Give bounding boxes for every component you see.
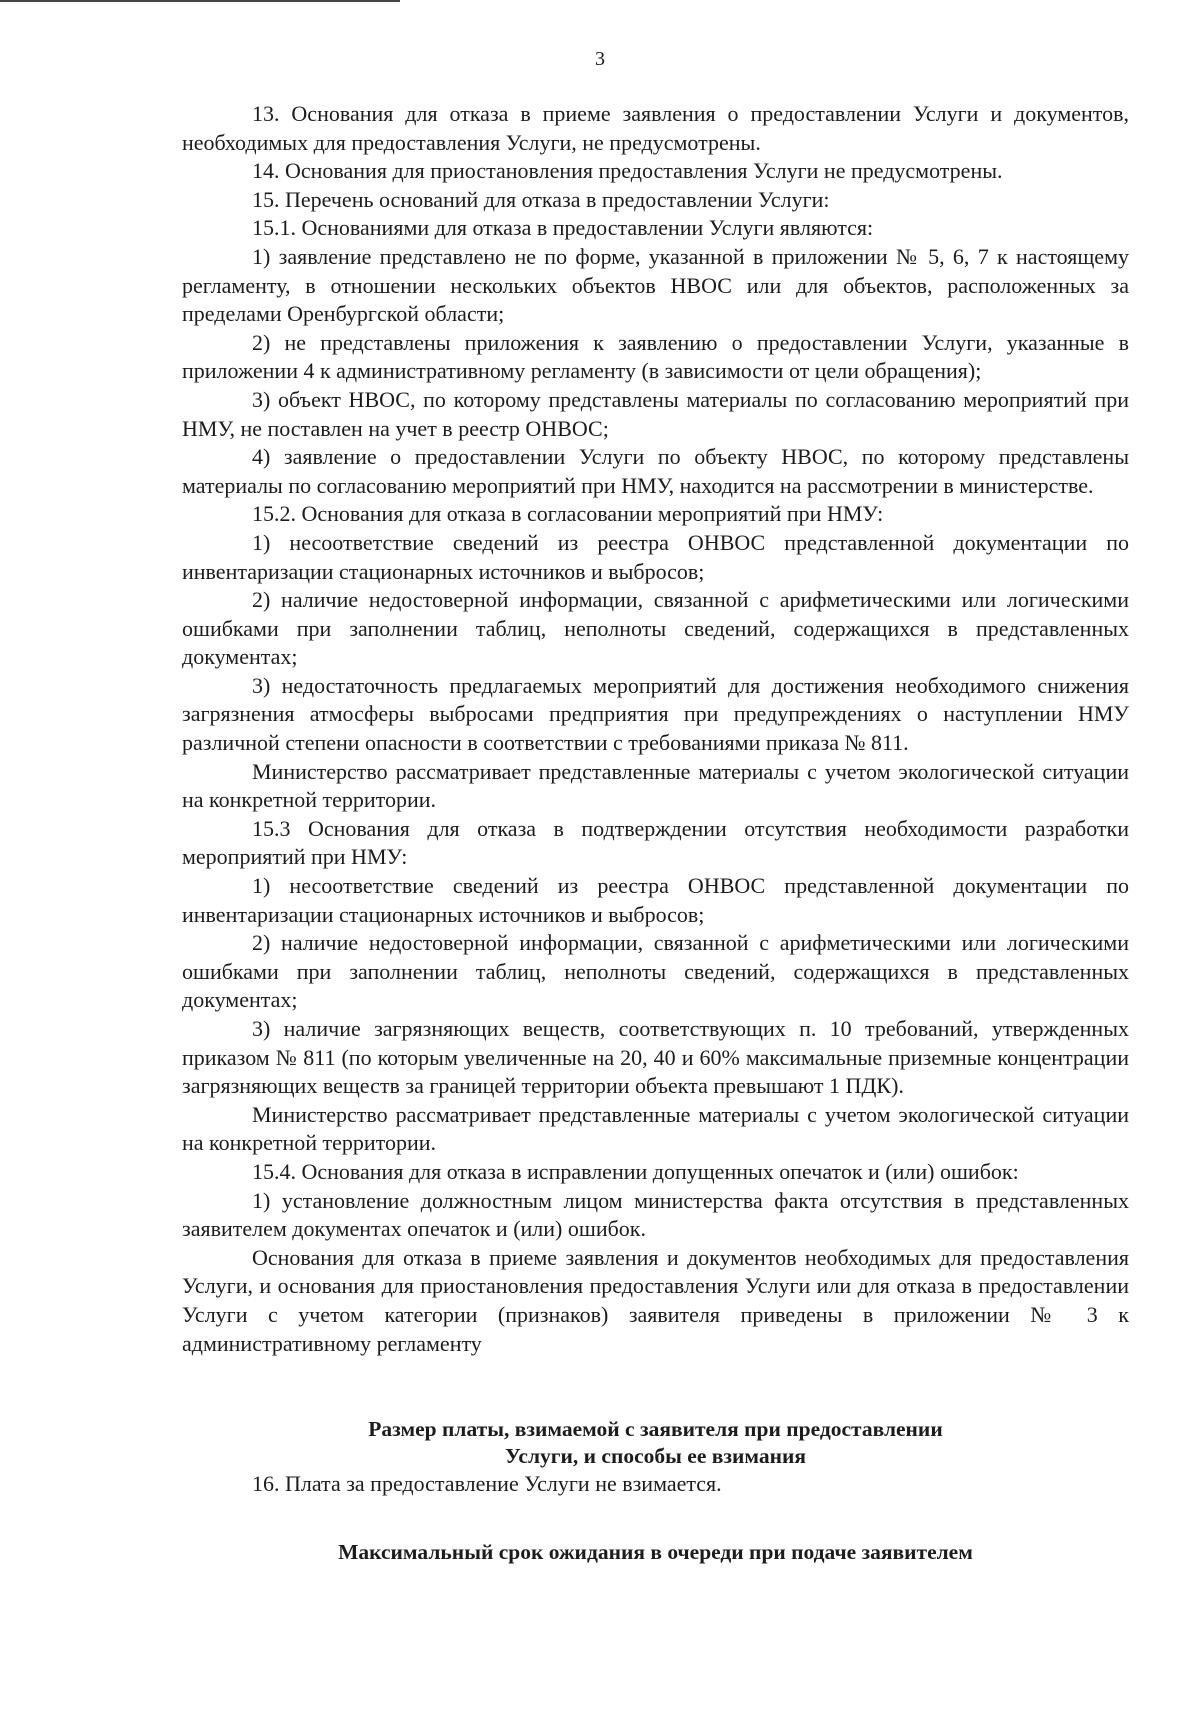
paragraph-16: 16. Плата за предоставление Услуги не взимается. xyxy=(252,1471,722,1497)
paragraph-15-3-item-3: 3) наличие загрязняющих веществ, соответствующих п. 10 требований, утвержденных приказом № 811 (по которым увеличенные на 20, 40 и 60% максимальные приземные концентрации загрязняющих веществ за границей территории объекта превышают 1 ПДК). xyxy=(182,1016,1129,1099)
paragraph-15-1-item-3: 3) объект НВОС, по которому представлены материалы по согласованию мероприятий при НМУ, не поставлен на учет в реестр ОНВОС; xyxy=(182,386,1129,441)
paragraph-15-2-item-3: 3) недостаточность предлагаемых мероприятий для достижения необходимого снижения загрязнения атмосферы выбросами предприятия при предупреждениях о наступлении НМУ различной степени опасности в соответствии с требованиями приказа № 811. xyxy=(182,672,1129,756)
paragraph-15-4: 15.4. Основания для отказа в исправлении допущенных опечаток и (или) ошибок: xyxy=(252,1158,1019,1184)
paragraph-13: 13. Основания для отказа в приеме заявления о предоставлении Услуги и документов, необходимых для предоставления Услуги, не предусмотрены. xyxy=(182,101,1129,155)
paragraph-15-3-item-2: 2) наличие недостоверной информации, связанной с арифметическими или логическими ошибками при заполнении таблиц, неполноты сведений, содержащихся в представленных документах; xyxy=(182,930,1129,1013)
paragraph-ministry-note-2: Министерство рассматривает представленные материалы с учетом экологической ситуации на конкретной территории. xyxy=(182,1101,1129,1156)
top-rule xyxy=(0,0,400,2)
page-number: 3 xyxy=(595,48,605,70)
paragraph-14: 14. Основания для приостановления предоставления Услуги не предусмотрены. xyxy=(252,158,1003,184)
paragraph-15-2: 15.2. Основания для отказа в согласовании мероприятий при НМУ: xyxy=(252,501,884,527)
paragraph-15-2-item-2: 2) наличие недостоверной информации, связанной с арифметическими или логическими ошибками при заполнении таблиц, неполноты сведений, содержащихся в представленных документах; xyxy=(182,587,1129,670)
fee-heading-line-2: Услуги, и способы ее взимания xyxy=(504,1444,807,1469)
fee-heading-line-1: Размер платы, взимаемой с заявителя при предоставлении xyxy=(368,1417,943,1442)
paragraph-15-1-item-4: 4) заявление о предоставлении Услуги по объекту НВОС, по которому представлены материалы по согласованию мероприятий при НМУ, находится на рассмотрении в министерстве. xyxy=(182,444,1129,498)
paragraph-15-4-item-1: 1) установление должностным лицом министерства факта отсутствия в представленных заявителем документах опечаток и (или) ошибок. xyxy=(182,1187,1129,1242)
document-body xyxy=(182,100,1129,1566)
paragraph-15-1-item-2: 2) не представлены приложения к заявлению о предоставлении Услуги, указанные в приложении 4 к административному регламенту (в зависимости от цели обращения); xyxy=(182,329,1129,384)
fee-section-heading xyxy=(182,1416,1129,1470)
paragraph-15-2-item-1: 1) несоответствие сведений из реестра ОНВОС представленной документации по инвентаризации стационарных источников и выбросов; xyxy=(182,529,1129,584)
paragraph-15-1-item-1: 1) заявление представлено не по форме, указанной в приложении № 5, 6, 7 к настоящему регламенту, в отношении нескольких объектов НВОС или для объектов, расположенных за пределами Оренбургской области; xyxy=(182,243,1129,327)
paragraph-15-1: 15.1. Основаниями для отказа в предоставлении Услуги являются: xyxy=(252,215,874,241)
paragraph-15-3: 15.3 Основания для отказа в подтверждении отсутствия необходимости разработки мероприятий при НМУ: xyxy=(182,815,1129,870)
queue-section-heading: Максимальный срок ожидания в очереди при подаче заявителем xyxy=(338,1539,973,1564)
paragraph-15: 15. Перечень оснований для отказа в предоставлении Услуги: xyxy=(252,186,830,212)
paragraph-15-3-item-1: 1) несоответствие сведений из реестра ОНВОС представленной документации по инвентаризации стационарных источников и выбросов; xyxy=(182,873,1129,927)
paragraph-ministry-note-1: Министерство рассматривает представленные материалы с учетом экологической ситуации на конкретной территории. xyxy=(182,758,1129,813)
paragraph-refusal-summary: Основания для отказа в приеме заявления и документов необходимых для предоставления Услуги, и основания для приостановления предоставления Услуги или для отказа в предоставлении Услуги с учетом категории (признаков) заявителя приведены в приложении № 3 к административному регламенту xyxy=(182,1244,1129,1356)
